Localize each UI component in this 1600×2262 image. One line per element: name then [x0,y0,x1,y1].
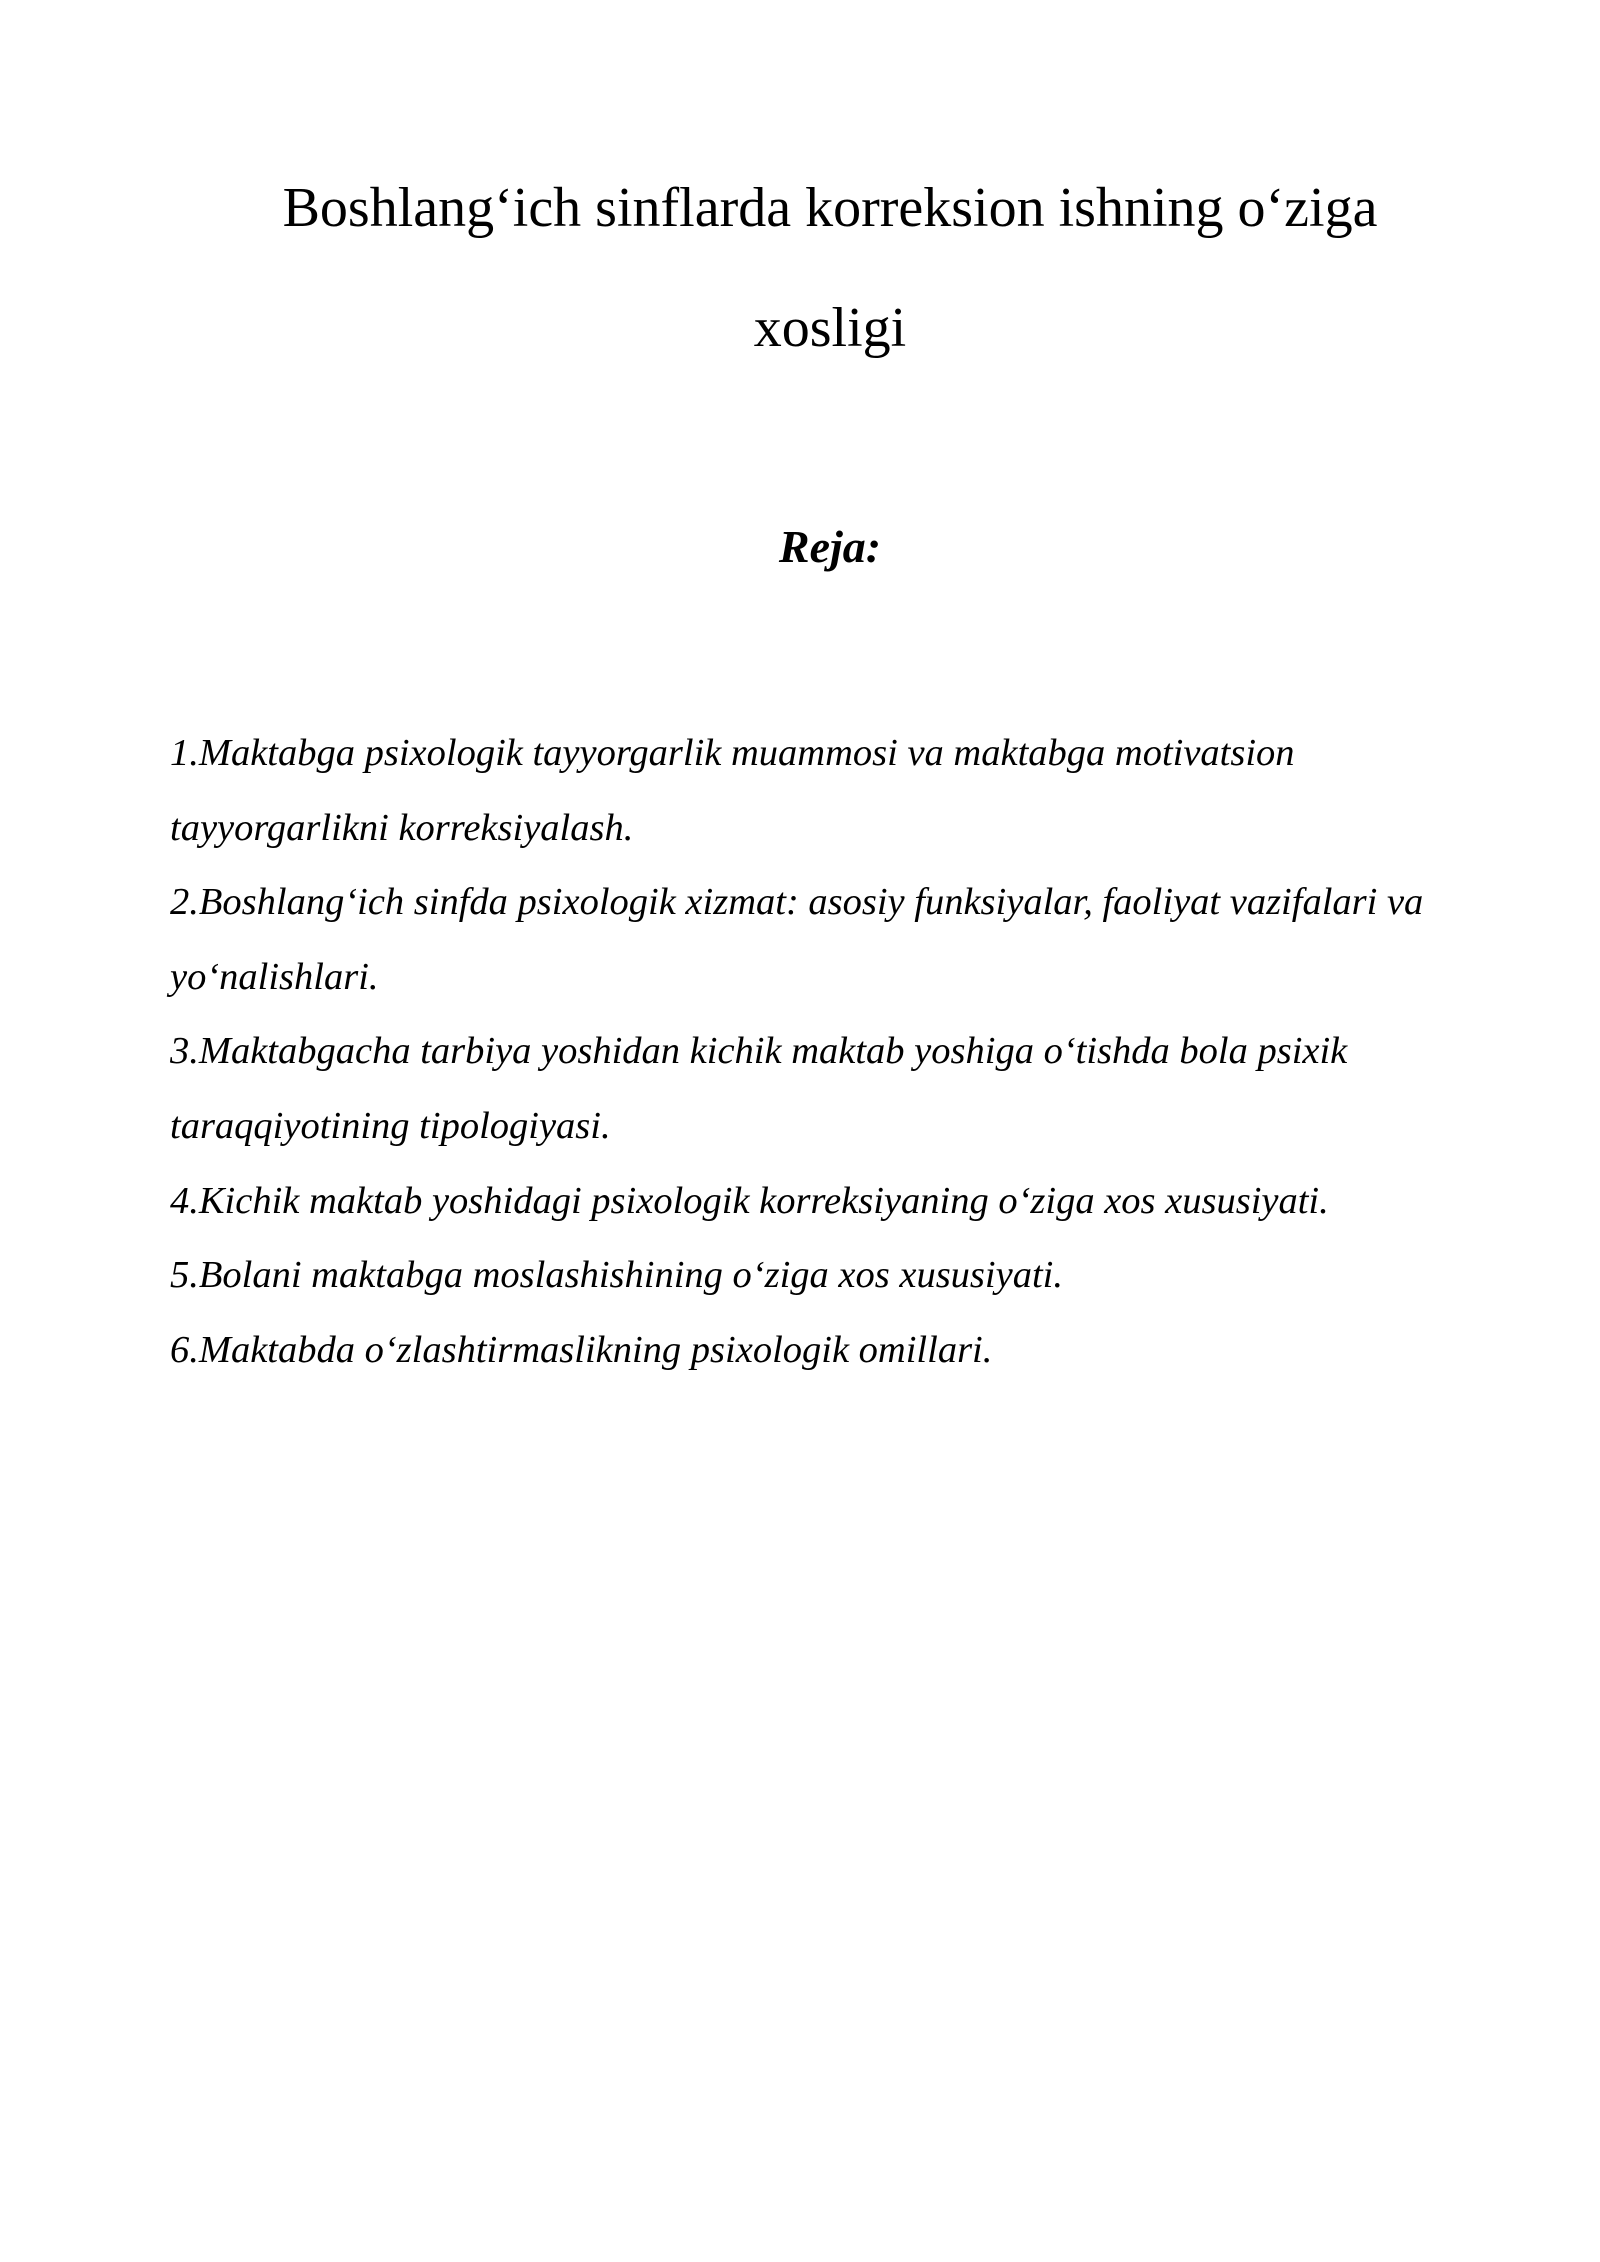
document-title-line-1: Boshlang‘ich sinflarda korreksion ishning o‘ziga [282,177,1378,239]
document-title [200,148,1460,388]
plan-item-3: 3.Maktabgacha tarbiya yoshidan kichik maktab yoshiga o‘tishda bola psixik taraqqiyotining tipologiyasi. [170,1030,1348,1147]
plan-item-4: 4.Kichik maktab yoshidagi psixologik korreksiyaning o‘ziga xos xususiyati. [170,1179,1329,1222]
plan-item-5: 5.Bolani maktabga moslashishining o‘ziga xos xususiyati. [170,1254,1063,1297]
plan-item-2: 2.Boshlang‘ich sinfda psixologik xizmat: asosiy funksiyalar, faoliyat vazifalari va yo‘nalishlari. [170,881,1424,998]
plan-item-1: 1.Maktabga psixologik tayyorgarlik muammosi va maktabga motivatsion tayyorgarlikni korreksiyalash. [170,732,1295,849]
plan-item-6: 6.Maktabda o‘zlashtirmaslikning psixologik omillari. [170,1328,993,1371]
plan-list [170,716,1490,1387]
plan-heading: Reja: [778,521,882,572]
document-title-line-2: xosligi [753,297,907,359]
